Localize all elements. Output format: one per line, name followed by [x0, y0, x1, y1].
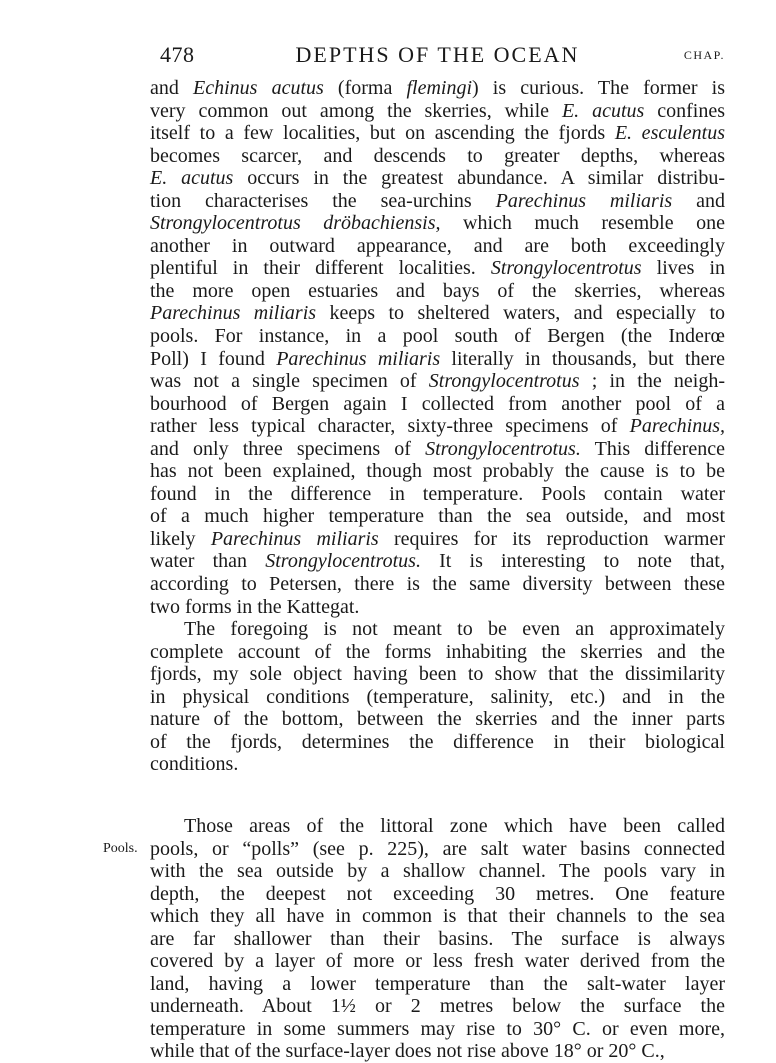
text-run: which they all have in common is that their channels to the sea — [150, 905, 725, 928]
text-run: The foregoing is not meant to be even an approximately — [184, 618, 725, 641]
text-line — [150, 235, 725, 258]
text-run: according to Petersen, there is the same diversity between these — [150, 573, 725, 596]
text-run: occurs in the greatest abundance. A similar distribu- — [233, 167, 725, 190]
italic-term: E. acutus — [561, 99, 645, 122]
paragraph-pools — [103, 814, 725, 1063]
text-run: was not a single specimen of — [150, 370, 429, 393]
text-line — [150, 550, 725, 573]
text-run: plentiful in their different localities. — [150, 257, 491, 280]
text-line — [150, 302, 725, 325]
text-run: fjords, my sole object having been to show that the dissimilarity — [150, 663, 725, 686]
text-line — [150, 860, 725, 883]
text-run: found in the difference in temperature. Pools contain water — [150, 482, 725, 505]
text-run: ; in the neigh- — [579, 370, 726, 393]
text-line — [150, 686, 725, 709]
paragraph-foregoing — [150, 618, 725, 776]
text-run: the more open estuaries and bays of the skerries, whereas — [150, 279, 725, 302]
text-run: pools, or “polls” (see p. 225), are salt water basins connected — [150, 837, 725, 860]
text-line — [150, 370, 725, 393]
italic-term: Strongylocentrotus — [490, 257, 642, 280]
text-line — [150, 167, 725, 190]
text-line — [150, 393, 725, 416]
italic-term: Parechinus miliaris — [210, 527, 379, 550]
text-run: becomes scarcer, and descends to greater depths, whereas — [150, 144, 725, 167]
text-run: has not been explained, though most probably the cause is to be — [150, 460, 725, 483]
text-line — [150, 145, 725, 168]
text-run: with the sea outside by a shallow channel. The pools vary in — [150, 860, 725, 883]
text-run: depth, the deepest not exceeding 30 metres. One feature — [150, 882, 725, 905]
text-line — [150, 928, 725, 951]
text-run: water than — [150, 550, 266, 573]
text-line — [150, 753, 725, 776]
text-run: underneath. About 1½ or 2 metres below the surface the — [150, 995, 725, 1018]
text-line — [150, 280, 725, 303]
text-run: literally in thousands, but there — [440, 347, 726, 370]
text-line — [150, 528, 725, 551]
text-run: are far shallower than their basins. The surface is always — [150, 927, 725, 950]
text-run: and — [150, 77, 194, 99]
text-run: confines — [644, 99, 725, 122]
text-line — [150, 483, 725, 506]
text-run: ) is curious. The former is — [472, 77, 725, 99]
italic-term: flemingi — [406, 77, 473, 99]
text-run: complete account of the forms inhabiting the skerries and the — [150, 640, 725, 663]
italic-term: Strongylocentrotus — [428, 370, 580, 393]
text-line — [150, 618, 725, 641]
text-line — [150, 995, 725, 1018]
page-header — [150, 42, 725, 72]
text-run: another in outward appearance, and are both exceedingly — [150, 234, 725, 257]
text-run: while that of the surface-layer does not rise above 18° or 20° C., — [150, 1040, 665, 1063]
text-run: bourhood of Bergen again I collected from another pool of a — [150, 392, 725, 415]
text-run: lives in — [641, 257, 725, 280]
text-line — [150, 641, 725, 664]
paragraph-echinus — [150, 77, 725, 618]
text-line — [150, 325, 725, 348]
text-line — [150, 100, 725, 123]
text-run: likely — [150, 527, 211, 550]
text-line — [150, 950, 725, 973]
text-line — [150, 438, 725, 461]
text-line — [150, 663, 725, 686]
text-run: Poll) I found — [150, 347, 277, 370]
text-line — [150, 460, 725, 483]
text-run: tion characterises the sea-urchins — [150, 189, 496, 212]
text-run: very common out among the skerries, while — [150, 99, 562, 122]
text-run: rather less typical character, sixty-three specimens of — [150, 415, 630, 438]
text-run: two forms in the Kattegat. — [150, 595, 360, 618]
text-line — [150, 973, 725, 996]
italic-term: Echinus acutus — [193, 77, 324, 99]
text-line — [150, 122, 725, 145]
running-title: DEPTHS OF THE OCEAN — [295, 42, 580, 67]
margin-note: Pools. — [103, 840, 138, 856]
text-run: This difference — [580, 437, 725, 460]
text-run: itself to a few localities, but on ascending the fjords — [150, 122, 615, 145]
section-gap — [150, 776, 725, 815]
text-line — [150, 415, 725, 438]
text-run: conditions. — [150, 753, 239, 776]
text-line — [150, 883, 725, 906]
text-run: and only three specimens of — [150, 437, 426, 460]
text-line — [150, 573, 725, 596]
italic-term: E. acutus — [150, 167, 234, 190]
chapter-abbrev: CHAP. — [683, 48, 725, 62]
text-line — [150, 708, 725, 731]
text-line — [150, 77, 725, 100]
text-run: of a much higher temperature than the sea outside, and most — [150, 505, 725, 528]
text-run: in physical conditions (temperature, salinity, etc.) and in the — [150, 685, 725, 708]
italic-term: Parechinus miliaris — [276, 347, 441, 370]
text-run: It is interesting to note that, — [420, 550, 725, 573]
text-line — [150, 212, 725, 235]
text-run: pools. For instance, in a pool south of Bergen (the Inderœ — [150, 325, 725, 348]
italic-term: Parechinus miliaris — [150, 302, 317, 325]
italic-term: Strongylocentrotus dröbachiensis, — [150, 212, 441, 235]
text-run: temperature in some summers may rise to 30° C. or even more, — [150, 1017, 725, 1040]
text-line — [103, 837, 725, 861]
text-line — [150, 348, 725, 371]
italic-term: E. esculentus — [614, 122, 725, 145]
italic-term: Parechinus, — [629, 415, 725, 438]
text-line — [150, 257, 725, 280]
text-line — [150, 1040, 725, 1063]
text-line — [150, 505, 725, 528]
text-run: covered by a layer of more or less fresh water derived from the — [150, 950, 725, 973]
text-run: Those areas of the littoral zone which have been called — [184, 814, 725, 837]
body-text — [103, 77, 726, 1063]
text-run: nature of the bottom, between the skerries and the inner parts — [150, 708, 725, 731]
text-line — [150, 1018, 725, 1041]
text-run: land, having a lower temperature than the salt-water layer — [150, 972, 725, 995]
text-line — [150, 190, 725, 213]
text-line — [150, 731, 725, 754]
text-run: requires for its reproduction warmer — [378, 527, 725, 550]
text-line — [150, 596, 725, 619]
text-run: keeps to sheltered waters, and especially to — [316, 302, 725, 325]
page-number: 478 — [160, 42, 195, 67]
text-run: which much resemble one — [440, 212, 725, 235]
text-run: of the fjords, determines the difference in their biological — [150, 730, 725, 753]
text-run: (forma — [323, 77, 407, 99]
italic-term: Strongylocentrotus. — [425, 437, 581, 460]
text-line — [150, 815, 725, 838]
text-line — [150, 905, 725, 928]
italic-term: Parechinus miliaris — [495, 189, 673, 212]
text-run: and — [672, 189, 725, 212]
italic-term: Strongylocentrotus. — [265, 550, 421, 573]
